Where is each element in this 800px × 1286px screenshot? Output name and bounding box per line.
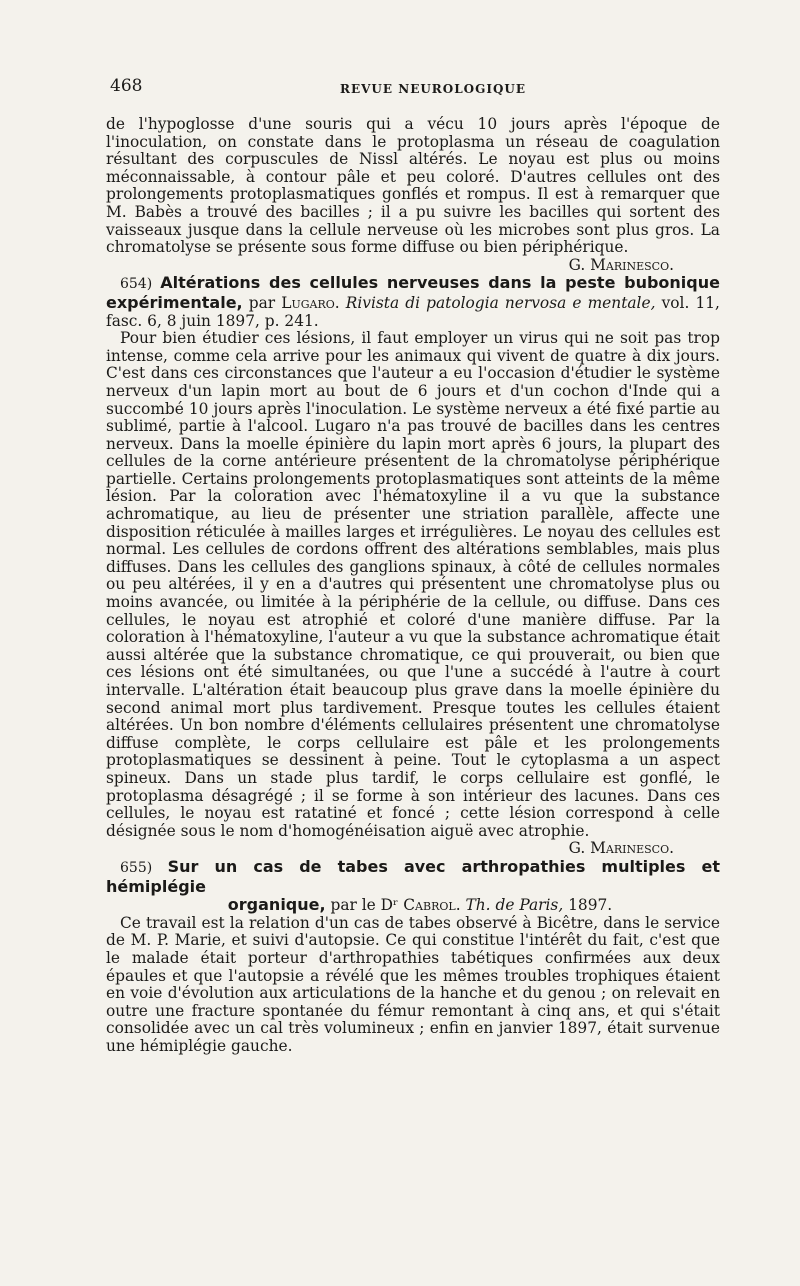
continuation-paragraph: de l'hypoglosse d'une souris qui a vécu 10 jours après l'époque de l'inoculation, on constate dans le protoplasma un réseau de coagulation résultant des corpuscules de Nissl altérés. Le noyau est plus ou moins méconnaissable, à contour pâle et peu coloré. D'autres cellules ont des prolongements protoplasmatiques gonflés et rompus. Il est à remarquer que M. Babès a trouvé des bacilles ; il a pu suivre les bacilles qui sortent des vaisseaux jusque dans la cellule nerveuse où les microbes sont plus gros. La chromatolyse se présente sous forme diffuse ou bien périphérique. (106, 115, 720, 257)
article-654-citation: vol. 11, fasc. 6, 8 juin 1897, p. 241. (106, 293, 720, 330)
article-655-author: Cabrol. (403, 896, 461, 915)
article-654-author-prefix: par (248, 293, 276, 312)
article-655-body: Ce travail est la relation d'un cas de tabes observé à Bicêtre, dans le service de M. P. Marie, et suivi d'autopsie. Ce qui constitue l'intérêt du fait, c'est que le malade était porteur d'arthropathies tabétiques confirmées aux deux épaules et que l'autopsie a révélé que les mêmes troubles trophiques étaient en voie d'évolution aux articulations de la hanche et du genou ; on relevait en outre une fracture spontanée du fémur remontant à cinq ans, et qui s'était consolidée avec un cal très volumineux ; enfin en janvier 1897, était survenue une hémiplégie gauche. (106, 913, 720, 1055)
article-655-number: 655) (120, 859, 153, 876)
article-655-title-line2 (106, 896, 720, 915)
article-655-year: 1897. (568, 896, 613, 915)
article-655-title-part1: Sur un cas de tabes avec arthropathies multiples et hémiplégie (106, 856, 720, 896)
page-number: 468 (110, 76, 143, 96)
article-655-author-prefix: par le Dʳ (330, 896, 399, 915)
running-head (110, 76, 720, 98)
article-654-author: Lugaro. (281, 293, 340, 312)
article-654-number: 654) (120, 276, 153, 293)
article-655-journal: Th. de Paris, (465, 896, 564, 915)
signature-marinesco-1: G. Marinesco. (568, 255, 674, 274)
article-654-journal: Rivista di patologia nervosa e mentale, (345, 293, 656, 312)
article-654-body: Pour bien étudier ces lésions, il faut employer un virus qui ne soit pas trop intense, comme cela arrive pour les animaux qui vivent de quatre à dix jours. C'est dans ces circonstances que l'auteur a eu l'occasion d'étudier le système nerveux d'un lapin mort au bout de 6 jours et d'un cochon d'Inde qui a succombé 10 jours après l'inoculation. Le système nerveux a été fixé partie au sublimé, partie à l'alcool. Lugaro n'a pas trouvé de bacilles dans les centres nerveux. Dans la moelle épinière du lapin mort après 6 jours, la plupart des cellules de la corne antérieure présentent de la chromatolyse périphérique partielle. Certains prolongements protoplasmatiques sont atteints de la même lésion. Par la coloration avec l'hématoxyline il a vu que la substance achromatique, au lieu de présenter une striation parallèle, affecte une disposition réticulée à mailles larges et irrégulières. Le noyau des cellules est normal. Les cellules de cordons offrent des altérations semblables, mais plus diffuses. Dans les cellules des ganglions spinaux, à côté de cellules normales ou peu altérées, il y en a d'autres qui présentent une chromatolyse plus ou moins avancée, ou limitée à la périphérie de la cellule, ou diffuse. Dans ces cellules, le noyau est atrophié et coloré d'une manière diffuse. Par la coloration à l'hématoxyline, l'auteur a vu que la substance achromatique était aussi altérée que la substance chromatique, ce qui prouverait, ou bien que ces lésions ont été simultanées, ou que l'une a succédé à l'autre à court intervalle. L'altération était beaucoup plus grave dans la moelle épinière du second animal mort plus tardivement. Presque toutes les cellules étaient altérées. Un bon nombre d'éléments cellulaires présentent une chromatolyse diffuse complète, le corps cellulaire est pâle et les prolongements protoplasmatiques se dessinent à peine. Tout le cytoplasma a un aspect spineux. Dans un stade plus tardif, le corps cellulaire est gonflé, le protoplasma désagrégé ; il se forme à son intérieur des lacunes. Dans ces cellules, le noyau est ratatiné et foncé ; cette lésion correspond à celle désignée sous le nom d'homogénéisation aiguë avec atrophie. (106, 329, 720, 840)
article-655-heading (106, 858, 720, 915)
signature-marinesco-2: G. Marinesco. (568, 839, 674, 858)
article-654-title: Altérations des cellules nerveuses dans la peste bubonique expérimentale, (106, 273, 720, 312)
article-655-title-part2: organique, (227, 895, 326, 915)
article-654-heading (106, 274, 720, 330)
journal-title: REVUE NEUROLOGIQUE (340, 82, 527, 96)
body-text (106, 116, 720, 1055)
